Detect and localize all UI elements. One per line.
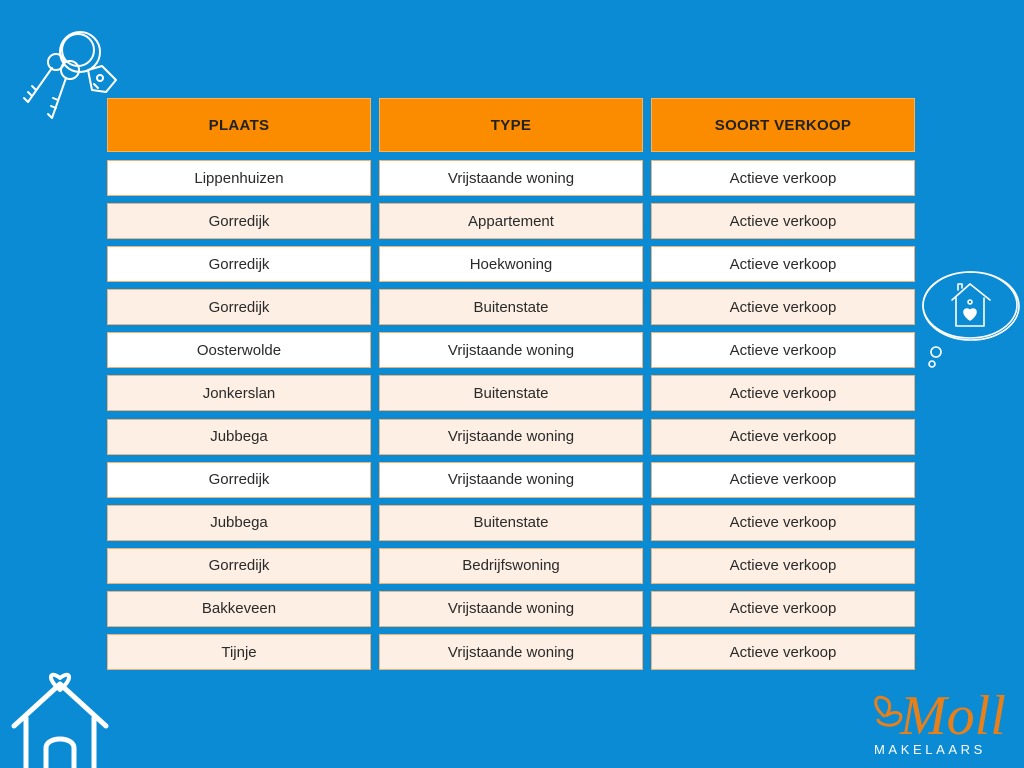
cell-soort-verkoop: Actieve verkoop (651, 548, 915, 584)
cell-plaats: Gorredijk (107, 548, 371, 584)
header-type: TYPE (379, 98, 643, 152)
table-row (107, 505, 917, 541)
table-row (107, 462, 917, 498)
cell-type: Buitenstate (379, 505, 643, 541)
cell-soort-verkoop: Actieve verkoop (651, 160, 915, 196)
house-heart-icon (10, 672, 110, 768)
cell-soort-verkoop: Actieve verkoop (651, 289, 915, 325)
cell-plaats: Gorredijk (107, 203, 371, 239)
cell-plaats: Jubbega (107, 419, 371, 455)
table-row (107, 246, 917, 282)
cell-plaats: Lippenhuizen (107, 160, 371, 196)
cell-type: Vrijstaande woning (379, 634, 643, 670)
table-row (107, 203, 917, 239)
table-row (107, 419, 917, 455)
logo-text: Moll (900, 685, 1006, 747)
table-row (107, 332, 917, 368)
table-row (107, 634, 917, 670)
cell-type: Vrijstaande woning (379, 462, 643, 498)
table-row (107, 548, 917, 584)
cell-plaats: Oosterwolde (107, 332, 371, 368)
table-body (107, 160, 917, 677)
cell-plaats: Gorredijk (107, 246, 371, 282)
cell-plaats: Gorredijk (107, 289, 371, 325)
cell-plaats: Jonkerslan (107, 375, 371, 411)
cell-type: Vrijstaande woning (379, 332, 643, 368)
cell-type: Buitenstate (379, 375, 643, 411)
table-row (107, 375, 917, 411)
cell-type: Vrijstaande woning (379, 419, 643, 455)
cell-soort-verkoop: Actieve verkoop (651, 332, 915, 368)
table-row (107, 160, 917, 196)
table-row (107, 591, 917, 627)
cell-soort-verkoop: Actieve verkoop (651, 375, 915, 411)
cell-type: Appartement (379, 203, 643, 239)
table-row (107, 289, 917, 325)
listings-table (107, 98, 917, 677)
cell-soort-verkoop: Actieve verkoop (651, 505, 915, 541)
cell-plaats: Jubbega (107, 505, 371, 541)
header-soort-verkoop: SOORT VERKOOP (651, 98, 915, 152)
cell-soort-verkoop: Actieve verkoop (651, 419, 915, 455)
cell-plaats: Tijnje (107, 634, 371, 670)
cell-soort-verkoop: Actieve verkoop (651, 203, 915, 239)
cell-soort-verkoop: Actieve verkoop (651, 462, 915, 498)
cell-type: Hoekwoning (379, 246, 643, 282)
cell-soort-verkoop: Actieve verkoop (651, 591, 915, 627)
cell-soort-verkoop: Actieve verkoop (651, 246, 915, 282)
header-plaats: PLAATS (107, 98, 371, 152)
cell-type: Bedrijfswoning (379, 548, 643, 584)
cell-type: Vrijstaande woning (379, 591, 643, 627)
table-header (107, 98, 917, 152)
cell-plaats: Bakkeveen (107, 591, 371, 627)
cell-type: Vrijstaande woning (379, 160, 643, 196)
thought-bubble-house-icon (918, 268, 1022, 372)
cell-soort-verkoop: Actieve verkoop (651, 634, 915, 670)
cell-plaats: Gorredijk (107, 462, 371, 498)
cell-type: Buitenstate (379, 289, 643, 325)
logo-subtext: MAKELAARS (874, 742, 986, 757)
